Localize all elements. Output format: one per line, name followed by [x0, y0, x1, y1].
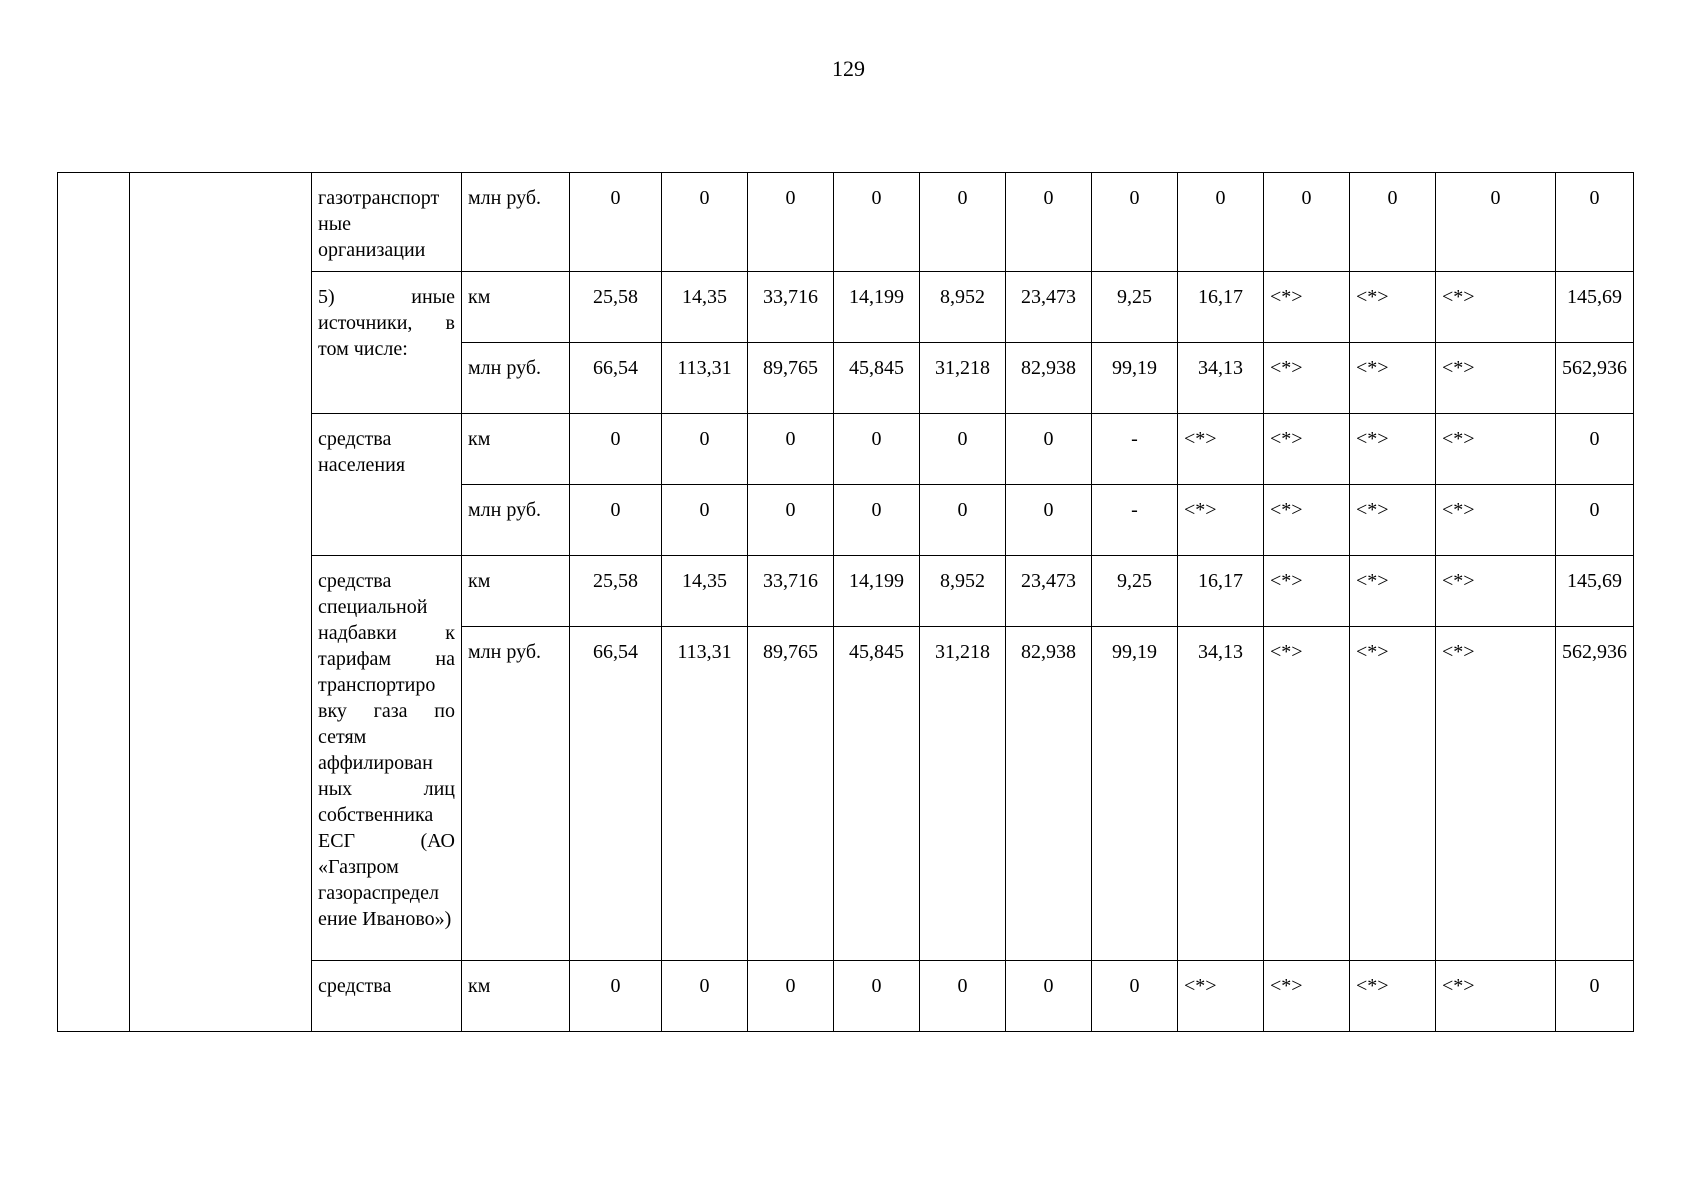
value-cell: 25,58 [570, 272, 662, 343]
value-cell: 14,35 [662, 556, 748, 627]
value-cell: <*> [1264, 627, 1350, 961]
value-cell: <*> [1264, 556, 1350, 627]
value-cell: 0 [834, 485, 920, 556]
value-cell: 99,19 [1092, 627, 1178, 961]
value-cell: 0 [1006, 173, 1092, 272]
value-cell: 23,473 [1006, 556, 1092, 627]
value-cell: 113,31 [662, 627, 748, 961]
value-cell: 0 [748, 173, 834, 272]
value-cell: 66,54 [570, 343, 662, 414]
value-cell: <*> [1350, 272, 1436, 343]
page-number: 129 [832, 56, 865, 81]
value-cell: 16,17 [1178, 556, 1264, 627]
unit-cell: км [462, 414, 570, 485]
value-cell: 8,952 [920, 556, 1006, 627]
name-column-cell [130, 173, 312, 1032]
value-cell: 82,938 [1006, 627, 1092, 961]
value-cell: <*> [1436, 627, 1556, 961]
value-cell: 0 [570, 485, 662, 556]
value-cell: 89,765 [748, 343, 834, 414]
value-cell: - [1092, 485, 1178, 556]
unit-cell: млн руб. [462, 627, 570, 961]
value-cell: 0 [1178, 173, 1264, 272]
value-cell: <*> [1264, 414, 1350, 485]
total-cell: 0 [1556, 485, 1634, 556]
value-cell: 0 [1436, 173, 1556, 272]
total-cell: 145,69 [1556, 556, 1634, 627]
source-cell: газотранспорт ные организации [312, 173, 462, 272]
value-cell: 16,17 [1178, 272, 1264, 343]
value-cell: 8,952 [920, 272, 1006, 343]
value-cell: 34,13 [1178, 627, 1264, 961]
value-cell: 0 [1092, 173, 1178, 272]
value-cell: 0 [920, 485, 1006, 556]
value-cell: 0 [920, 961, 1006, 1032]
value-cell: <*> [1178, 961, 1264, 1032]
source-cell: средства населения [312, 414, 462, 556]
value-cell: <*> [1264, 961, 1350, 1032]
value-cell: <*> [1264, 343, 1350, 414]
value-cell: <*> [1350, 343, 1436, 414]
value-cell: 0 [748, 961, 834, 1032]
value-cell: 33,716 [748, 272, 834, 343]
data-table [57, 172, 1634, 1032]
total-cell: 0 [1556, 961, 1634, 1032]
value-cell: 23,473 [1006, 272, 1092, 343]
value-cell: <*> [1350, 556, 1436, 627]
source-cell: средства [312, 961, 462, 1032]
value-cell: 0 [662, 485, 748, 556]
value-cell: 14,199 [834, 272, 920, 343]
value-cell: 0 [1006, 414, 1092, 485]
value-cell: 34,13 [1178, 343, 1264, 414]
value-cell: 0 [834, 173, 920, 272]
value-cell: 113,31 [662, 343, 748, 414]
value-cell: 0 [920, 414, 1006, 485]
unit-cell: км [462, 272, 570, 343]
value-cell: 0 [1092, 961, 1178, 1032]
unit-cell: млн руб. [462, 173, 570, 272]
value-cell: <*> [1178, 485, 1264, 556]
value-cell: 0 [1264, 173, 1350, 272]
value-cell: <*> [1436, 272, 1556, 343]
value-cell: 45,845 [834, 343, 920, 414]
value-cell: 0 [748, 414, 834, 485]
value-cell: <*> [1178, 414, 1264, 485]
unit-cell: км [462, 961, 570, 1032]
total-cell: 562,936 [1556, 627, 1634, 961]
value-cell: 0 [662, 414, 748, 485]
value-cell: <*> [1350, 414, 1436, 485]
total-cell: 145,69 [1556, 272, 1634, 343]
value-cell: <*> [1436, 343, 1556, 414]
value-cell: 0 [834, 961, 920, 1032]
value-cell: 14,35 [662, 272, 748, 343]
table-body [58, 173, 1634, 1032]
value-cell: 66,54 [570, 627, 662, 961]
value-cell: 0 [662, 961, 748, 1032]
value-cell: - [1092, 414, 1178, 485]
value-cell: 31,218 [920, 343, 1006, 414]
value-cell: 89,765 [748, 627, 834, 961]
source-cell: средства специальной надбавки к тарифам на транспортиро вку газа по сетям аффилирован ных лиц собственника ЕСГ (АО «Газпром газораспредел ение Иваново») [312, 556, 462, 961]
value-cell: 0 [1006, 485, 1092, 556]
value-cell: 82,938 [1006, 343, 1092, 414]
total-cell: 0 [1556, 414, 1634, 485]
value-cell: 25,58 [570, 556, 662, 627]
value-cell: 0 [834, 414, 920, 485]
value-cell: <*> [1350, 485, 1436, 556]
value-cell: <*> [1436, 961, 1556, 1032]
value-cell: 0 [570, 173, 662, 272]
table-row [58, 173, 1634, 272]
value-cell: <*> [1264, 485, 1350, 556]
value-cell: <*> [1436, 556, 1556, 627]
total-cell: 0 [1556, 173, 1634, 272]
value-cell: <*> [1350, 627, 1436, 961]
value-cell: <*> [1436, 414, 1556, 485]
value-cell: 0 [662, 173, 748, 272]
value-cell: 0 [570, 414, 662, 485]
value-cell: <*> [1350, 961, 1436, 1032]
value-cell: 33,716 [748, 556, 834, 627]
total-cell: 562,936 [1556, 343, 1634, 414]
source-cell: 5) иные источники, в том числе: [312, 272, 462, 414]
value-cell: 45,845 [834, 627, 920, 961]
unit-cell: млн руб. [462, 485, 570, 556]
unit-cell: млн руб. [462, 343, 570, 414]
value-cell: 31,218 [920, 627, 1006, 961]
value-cell: <*> [1436, 485, 1556, 556]
unit-cell: км [462, 556, 570, 627]
number-column-cell [58, 173, 130, 1032]
value-cell: 99,19 [1092, 343, 1178, 414]
value-cell: 0 [748, 485, 834, 556]
value-cell: <*> [1264, 272, 1350, 343]
value-cell: 0 [1006, 961, 1092, 1032]
value-cell: 0 [920, 173, 1006, 272]
value-cell: 0 [570, 961, 662, 1032]
value-cell: 9,25 [1092, 556, 1178, 627]
value-cell: 0 [1350, 173, 1436, 272]
value-cell: 14,199 [834, 556, 920, 627]
value-cell: 9,25 [1092, 272, 1178, 343]
